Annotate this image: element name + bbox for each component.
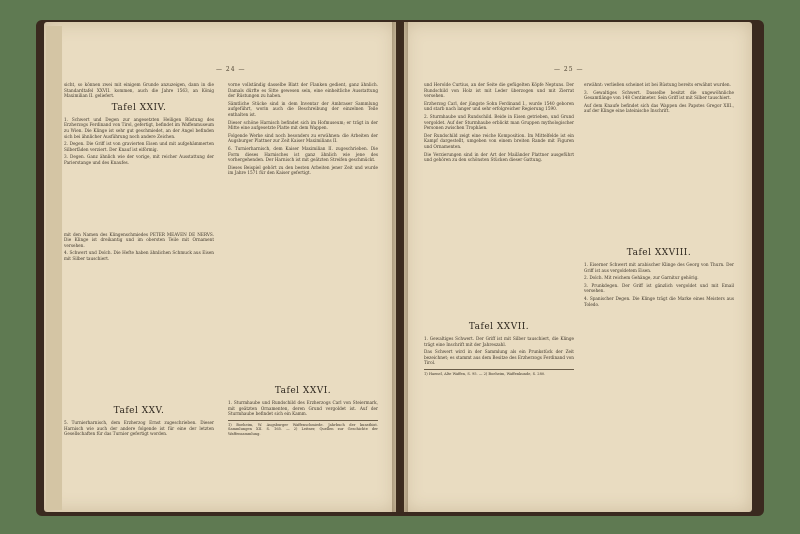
paragraph: Auf dem Knaufe befindet sich das Wappen des Papstes Gregor XIII., auf der Klinge eine lateinische Inschrift. bbox=[584, 102, 734, 114]
paragraph: Der Rundschild zeigt eine reiche Komposition. Im Mittelfelde ist ein Kampf dargestellt, umgeben von einem breiten Rande mit Figuren und Ornamenten. bbox=[424, 132, 574, 149]
heading-tafel-28: Tafel XXVIII. bbox=[626, 248, 692, 258]
paragraph: Dieser schöne Harnisch befindet sich im Hofmuseum; er trägt in der Mitte eine aufgesetzte Platte mit dem Wappen. bbox=[228, 119, 378, 131]
heading-tafel-24: Tafel XXIV. bbox=[111, 102, 167, 113]
paragraph: 1. Eiserner Schwert mit arabischer Klinge des Georg von Thurn. Der Griff ist aus vergoldetem Eisen. bbox=[584, 262, 734, 273]
paragraph: Die Verzierungen sind in der Art der Mailänder Plattner ausgeführt und gehören zu den schönsten Stücken dieser Gattung. bbox=[424, 151, 574, 163]
paragraph: 3. Prunkdegen. Der Griff ist gänzlich vergoldet und mit Email versehen. bbox=[584, 282, 734, 294]
right-page bbox=[404, 22, 752, 512]
left-column-a bbox=[64, 82, 214, 264]
paragraph: 2. Dolch. Mit reichem Gehänge, zur Garnitur gehörig. bbox=[584, 275, 699, 281]
paragraph: Das Schwert wird in der Sammlung als ein Prunkstück der Zeit bezeichnet; es stammt aus dem Besitze des Erzherzogs Ferdinand von Tirol. bbox=[424, 349, 574, 366]
footnotes: 1) Boeheim, W. Augsburger Waffenschmiede. Jahrbuch der kunsthist. Sammlungen XII. S. 165. — 2) Leitner, Quellen zur Geschichte der Waffensammlung. bbox=[228, 420, 378, 437]
paragraph: 1. Gewaltiges Schwert. Der Griff ist mit Silber tauschiert, die Klinge trägt eine Inschrift mit der Jahreszahl. bbox=[424, 336, 574, 347]
paragraph: 6. Turnierharnisch, dem Kaiser Maximilian II. zugeschrieben. Die Form dieses Harnisches ist ganz ähnlich wie jene des vorhergehenden. Der Harnisch ist mit geätzten Streifen geschmückt. bbox=[228, 145, 378, 163]
paragraph: 4. Spanischer Degen. Die Klinge trägt die Marke eines Meisters aus Toledo. bbox=[584, 295, 734, 307]
heading-tafel-26: Tafel XXVI. bbox=[274, 386, 332, 396]
book-gutter bbox=[392, 22, 408, 512]
left-column-a-bottom bbox=[64, 402, 214, 439]
heading-tafel-25: Tafel XXV. bbox=[113, 406, 165, 416]
paragraph: mit den Namen des Klingenschmiedes PETER MEAVEN DE NERVS. Die Klinge ist dreikantig und im obersten Teile mit Ornament versehen. bbox=[64, 231, 214, 248]
paragraph: 3. Gewaltiges Schwert. Dasselbe besitzt die ungewöhnliche Gesamtlänge von 148 Centimeter. Sein Griff ist mit Silber tauschiert. bbox=[584, 89, 734, 101]
left-page-number: — 24 — bbox=[216, 66, 246, 73]
right-column-b-bottom bbox=[584, 244, 734, 309]
paragraph: 3. Degen. Ganz ähnlich wie der vorige, mit reicher Ausstattung der Parierstange und des Knaufes. bbox=[64, 154, 214, 165]
paragraph: und Herolde Curtius, an der Seite die gefügelten Köpfe Neptuns. Der Rundschild von Holz ist mit Leder überzogen und mit Zierrat versehen. bbox=[424, 82, 574, 99]
right-column-b bbox=[584, 82, 734, 116]
paragraph: Sämtliche Stücke sind in dem Inventar der Ambraser Sammlung aufgeführt, worin auch die Beschreibung der einzelnen Teile enthalten ist. bbox=[228, 100, 378, 117]
paragraph: 2. Degen. Die Griff ist von gravierten Eisen und mit aufgehämmerten Silberfäden verziert. Der Knauf ist eiförmig. bbox=[64, 141, 214, 152]
paragraph: Erzherzog Carl, der jüngste Sohn Ferdinand I., wurde 1540 geboren und starb nach langer und sehr erfolgreicher Regierung 1590. bbox=[424, 100, 574, 112]
right-column-a-bottom bbox=[424, 318, 574, 377]
paragraph: Folgende Werke sind noch besonders zu erwähnen: die Arbeiten der Augsburger Plattner zur Zeit Kaiser Maximilians II. bbox=[228, 132, 378, 144]
left-column-b bbox=[228, 82, 378, 178]
blank-space bbox=[64, 168, 214, 232]
paragraph: 1. Sturmhaube und Rundschild des Erzherzogs Carl von Steiermark, mit geätzten Ornamenten, deren Grund vergoldet ist. Auf der Sturmhaube befindet sich ein Kamm. bbox=[228, 400, 378, 417]
left-page bbox=[44, 22, 396, 512]
paragraph: 4. Schwert und Dolch. Die Hefte haben ähnlichen Schmuck aus Eisen mit Silber tauschiert. bbox=[64, 250, 214, 261]
heading-tafel-27: Tafel XXVII. bbox=[468, 322, 530, 332]
paragraph: 2. Sturmhaube und Rundschild. Beide in Eisen getrieben, und Grund vergoldet. Auf der Sturmhaube erblickt man Gruppen mythologischer Personen zwischen Trophäen. bbox=[424, 113, 574, 131]
paragraph: sicht, so können zwei mit einigem Grunde anzuzeigen, dann in die Standardtafel XXVII. kommen, auch die Jahre 1563, an König Maximilian II. geliefert. bbox=[64, 82, 214, 99]
right-page-number: — 25 — bbox=[554, 66, 584, 73]
footnotes: 1) Haenel, Alte Waffen, S. 95. — 2) Boeheim, Waffenkunde, S. 280. bbox=[424, 369, 574, 377]
paragraph: erwähnt: verließen scheinet ist bei Rüstung bereits erwähnt wurden. bbox=[584, 82, 731, 87]
paragraph: Dieses Beispiel gehört zu den besten Arbeiten jener Zeit und wurde im Jahre 1571 für den Kaiser gefertigt. bbox=[228, 164, 378, 176]
left-column-b-bottom bbox=[228, 382, 378, 437]
paragraph: vorne vollständig dasselbe Blatt der Flanken gedient, ganz ähnlich. Damals dürfte es Sitte gewesen sein, eine einheitliche Ausstattung der Rüstungen zu haben. bbox=[228, 82, 378, 99]
right-column-a bbox=[424, 82, 574, 165]
page-edge-strip bbox=[46, 26, 62, 510]
paragraph: 1. Schwert und Degen zur angesetzten Heiligen Rüstung des Erzherzogs Ferdinand von Tirol, gefertigt, befindet im Waffenmuseum zu Wien. Die Klinge ist sehr gut geschmiedet, an der Angel befinden sich bei ähnlicher Ausführung noch andere Zeichen. bbox=[64, 116, 214, 139]
paragraph: 5. Turnierharnisch, dem Erzherzog Ernst zugeschrieben. Dieser Harnisch wie auch der andere folgende ist für eine der letzten Gesellschaften für das Turnier gefertigt worden. bbox=[64, 420, 214, 437]
